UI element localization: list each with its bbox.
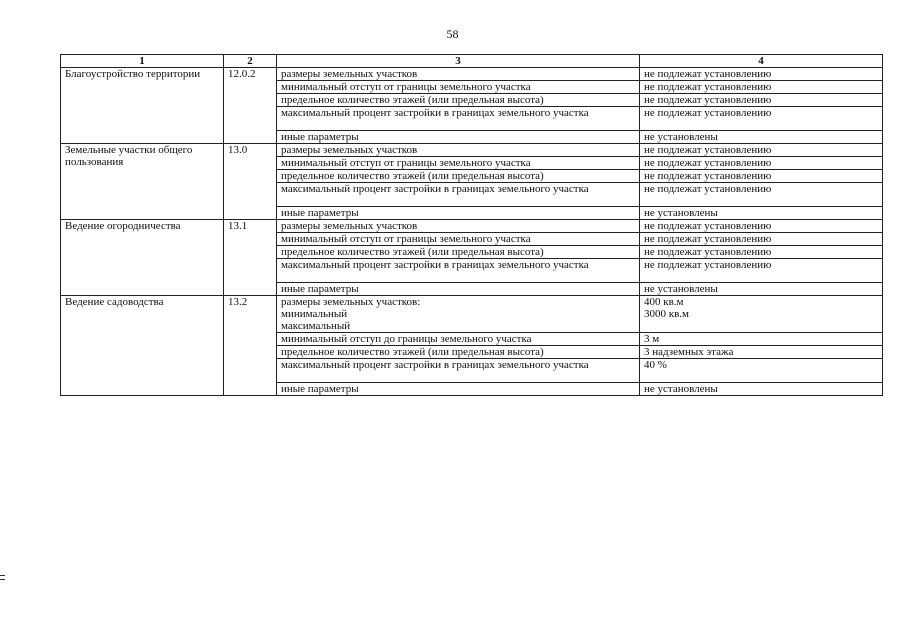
parameter-cell: размеры земельных участков: [277, 68, 640, 81]
value-cell: не подлежат установлению: [640, 183, 883, 207]
margin-mark: [0, 572, 5, 584]
header-cell: 1: [61, 55, 224, 68]
parameter-cell: минимальный отступ до границы земельного участка: [277, 333, 640, 346]
value-cell: не подлежат установлению: [640, 144, 883, 157]
regulations-table: [60, 54, 883, 396]
parameter-cell: иные параметры: [277, 383, 640, 396]
parameter-cell: максимальный процент застройки в границах земельного участка: [277, 259, 640, 283]
value-cell: не подлежат установлению: [640, 246, 883, 259]
parameter-cell: минимальный отступ от границы земельного участка: [277, 81, 640, 94]
parameter-cell: максимальный процент застройки в границах земельного участка: [277, 107, 640, 131]
parameter-cell: [277, 296, 640, 333]
parameter-line: максимальный: [281, 320, 351, 332]
value-cell: не подлежат установлению: [640, 170, 883, 183]
parameter-cell: максимальный процент застройки в границах земельного участка: [277, 359, 640, 383]
parameter-cell: предельное количество этажей (или предельная высота): [277, 246, 640, 259]
value-cell: не подлежат установлению: [640, 68, 883, 81]
parameter-cell: минимальный отступ от границы земельного участка: [277, 233, 640, 246]
value-cell: не подлежат установлению: [640, 81, 883, 94]
value-line: 400 кв.м: [644, 296, 684, 308]
parameter-cell: иные параметры: [277, 131, 640, 144]
parameter-cell: иные параметры: [277, 207, 640, 220]
table-row: [61, 296, 883, 333]
value-cell: не подлежат установлению: [640, 233, 883, 246]
value-line: 3000 кв.м: [644, 308, 689, 320]
parameter-cell: предельное количество этажей (или предельная высота): [277, 170, 640, 183]
value-cell: не подлежат установлению: [640, 107, 883, 131]
page-number: 58: [446, 27, 459, 41]
value-cell: не подлежат установлению: [640, 220, 883, 233]
value-cell: не подлежат установлению: [640, 259, 883, 283]
use-type-name: Ведение садоводства: [61, 296, 224, 396]
value-cell: не установлены: [640, 207, 883, 220]
parameter-cell: размеры земельных участков: [277, 220, 640, 233]
parameter-cell: минимальный отступ от границы земельного участка: [277, 157, 640, 170]
header-cell: 4: [640, 55, 883, 68]
use-type-code: 13.1: [224, 220, 277, 296]
value-cell: не подлежат установлению: [640, 157, 883, 170]
value-cell: не установлены: [640, 131, 883, 144]
value-cell: [640, 296, 883, 333]
table-row: [61, 144, 883, 157]
parameter-cell: иные параметры: [277, 283, 640, 296]
parameter-line: минимальный: [281, 308, 348, 320]
parameter-cell: размеры земельных участков: [277, 144, 640, 157]
header-cell: 3: [277, 55, 640, 68]
parameter-cell: максимальный процент застройки в границах земельного участка: [277, 183, 640, 207]
parameter-cell: предельное количество этажей (или предельная высота): [277, 94, 640, 107]
use-type-code: 13.0: [224, 144, 277, 220]
value-cell: 40 %: [640, 359, 883, 383]
use-type-name: Благоустройство территории: [61, 68, 224, 144]
value-cell: 3 м: [640, 333, 883, 346]
use-type-code: 13.2: [224, 296, 277, 396]
header-cell: 2: [224, 55, 277, 68]
parameter-line: размеры земельных участков:: [281, 296, 421, 308]
table-row: [61, 220, 883, 233]
use-type-code: 12.0.2: [224, 68, 277, 144]
value-cell: 3 надземных этажа: [640, 346, 883, 359]
use-type-name: Ведение огородничества: [61, 220, 224, 296]
header-row: [61, 55, 883, 68]
value-cell: не установлены: [640, 283, 883, 296]
table-row: [61, 68, 883, 81]
value-cell: не подлежат установлению: [640, 94, 883, 107]
parameter-cell: предельное количество этажей (или предельная высота): [277, 346, 640, 359]
value-cell: не установлены: [640, 383, 883, 396]
use-type-name: Земельные участки общего пользования: [61, 144, 224, 220]
